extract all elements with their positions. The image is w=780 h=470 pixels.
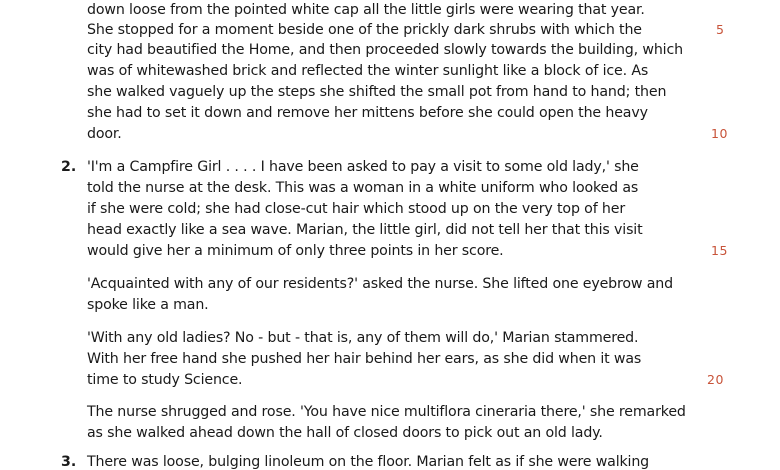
text-line: as she walked ahead down the hall of closed doors to pick out an old lady. — [87, 425, 603, 441]
text-line: head exactly like a sea wave. Marian, the little girl, did not tell her that this visit — [87, 222, 643, 238]
text-line: 'I'm a Campfire Girl . . . . I have been asked to pay a visit to some old lady,' she — [87, 159, 639, 175]
text-line: if she were cold; she had close-cut hair which stood up on the very top of her — [87, 201, 626, 217]
text-line: 'Acquainted with any of our residents?' asked the nurse. She lifted one eyebrow and — [87, 276, 673, 292]
line-number: 10 — [711, 126, 728, 141]
line-number: 20 — [707, 372, 724, 387]
text-line: she walked vaguely up the steps she shifted the small pot from hand to hand; then — [87, 84, 667, 100]
text-line: She stopped for a moment beside one of the prickly dark shrubs with which the — [87, 22, 642, 38]
line-number: 15 — [711, 243, 728, 258]
text-line: city had beautified the Home, and then proceeded slowly towards the building, which — [87, 42, 683, 58]
text-line: The nurse shrugged and rose. 'You have nice multiflora cineraria there,' she remarked — [87, 404, 686, 420]
text-line: she had to set it down and remove her mittens before she could open the heavy — [87, 105, 648, 121]
text-line: told the nurse at the desk. This was a woman in a white uniform who looked as — [87, 180, 639, 196]
line-number: 5 — [716, 22, 725, 37]
text-line: With her free hand she pushed her hair behind her ears, as she did when it was — [87, 351, 642, 367]
paragraph-number: 2. — [61, 159, 77, 175]
text-line: 'With any old ladies? No - but - that is, any of them will do,' Marian stammered. — [87, 330, 639, 346]
text-line: door. — [87, 126, 122, 142]
text-line: was of whitewashed brick and reflected the winter sunlight like a block of ice. As — [87, 63, 649, 79]
text-line: spoke like a man. — [87, 297, 209, 313]
text-line: down loose from the pointed white cap all the little girls were wearing that year. — [87, 2, 645, 18]
text-line: There was loose, bulging linoleum on the floor. Marian felt as if she were walking — [87, 454, 650, 470]
paragraph-number: 3. — [61, 454, 77, 470]
text-line: would give her a minimum of only three points in her score. — [87, 243, 504, 259]
text-line: time to study Science. — [87, 372, 243, 388]
